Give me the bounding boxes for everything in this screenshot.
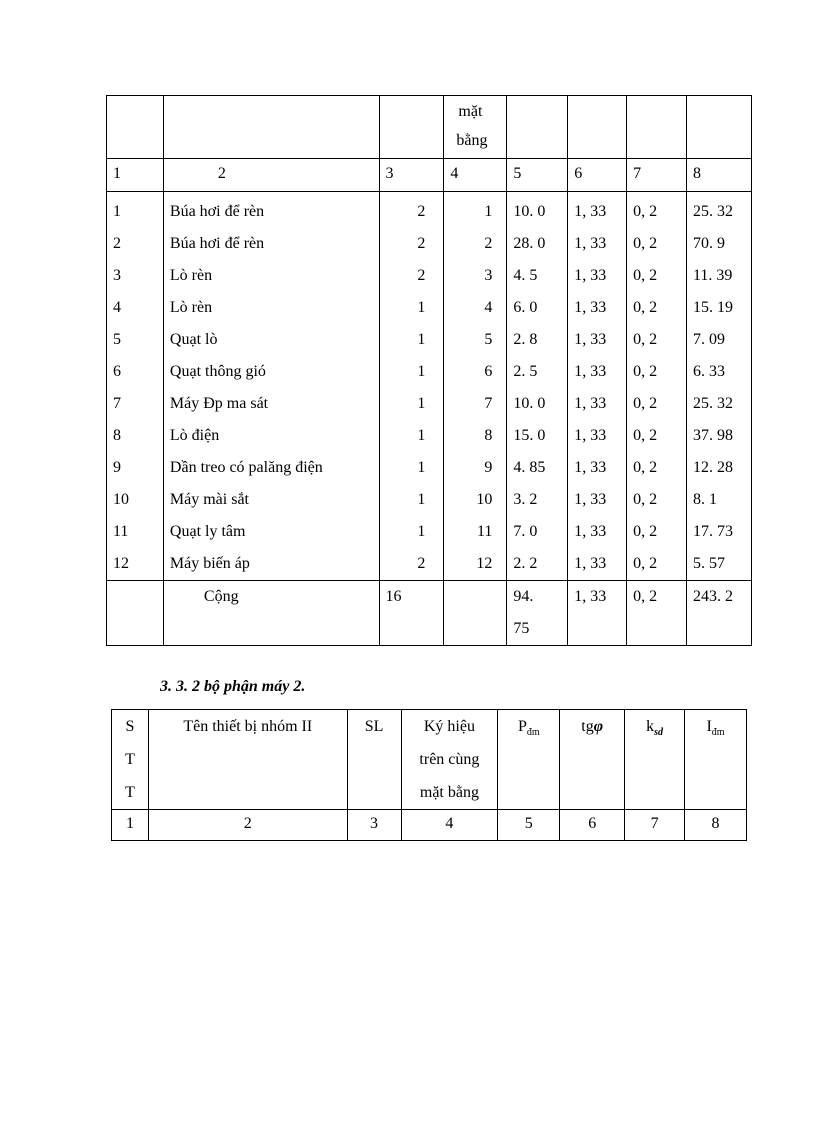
header-text: T <box>125 751 135 768</box>
symbol-column <box>444 192 507 581</box>
cell-sl: 1 <box>417 491 426 508</box>
cell-p: 6. 0 <box>513 299 538 316</box>
cell-tg: 1, 33 <box>574 459 607 476</box>
cell-kh: 4 <box>484 299 493 316</box>
cell-stt: 9 <box>113 459 121 476</box>
current-header <box>685 710 747 810</box>
column-number: 3 <box>347 810 401 841</box>
cell-i: 25. 32 <box>693 203 734 220</box>
cell-k: 0, 2 <box>633 395 658 412</box>
cell-stt: 10 <box>113 491 129 508</box>
cell-stt: 6 <box>113 363 121 380</box>
cell-name: Máy biến áp <box>169 555 250 572</box>
column-number: 7 <box>625 810 685 841</box>
sl-column <box>379 192 444 581</box>
cell-stt: 8 <box>113 427 121 444</box>
total-sl: 16 <box>385 588 402 605</box>
header-text: Ký hiệu <box>423 718 475 735</box>
header-cell <box>379 96 444 159</box>
total-sl-cell <box>379 581 444 646</box>
header-subscript: đm <box>711 727 725 739</box>
column-number: 6 <box>560 810 625 841</box>
cell-k: 0, 2 <box>633 267 658 284</box>
column-number: 7 <box>627 159 687 192</box>
cell-name: Máy Đp ma sát <box>169 395 269 412</box>
cell-i: 25. 32 <box>693 395 734 412</box>
total-cell <box>107 581 164 646</box>
device-table-group-1 <box>106 95 752 646</box>
column-number: 8 <box>687 159 752 192</box>
cell-tg: 1, 33 <box>574 523 607 540</box>
header-text: mặt bằng <box>419 784 479 801</box>
column-number: 4 <box>444 159 507 192</box>
cell-i: 17. 73 <box>693 523 734 540</box>
header-text: Tên thiết bị nhóm II <box>183 718 313 735</box>
cell-stt: 1 <box>113 203 121 220</box>
cell-name: Quạt ly tâm <box>169 523 246 540</box>
cell-kh: 1 <box>484 203 493 220</box>
device-table-group-2 <box>111 709 747 841</box>
tg-header <box>560 710 625 810</box>
cell-kh: 2 <box>484 235 493 252</box>
cell-name: Máy mài sắt <box>169 491 249 508</box>
cell-name: Lò rèn <box>169 299 213 316</box>
cell-i: 7. 09 <box>693 331 726 348</box>
cell-sl: 1 <box>417 523 426 540</box>
cell-k: 0, 2 <box>633 491 658 508</box>
column-number: 5 <box>498 810 560 841</box>
cell-i: 5. 57 <box>693 555 726 572</box>
cell-kh: 8 <box>484 427 493 444</box>
total-row <box>107 581 752 646</box>
cell-sl: 1 <box>417 427 426 444</box>
cell-stt: 12 <box>113 555 129 572</box>
header-text: P <box>517 718 527 735</box>
cell-k: 0, 2 <box>633 427 658 444</box>
sl-header <box>347 710 401 810</box>
cell-sl: 2 <box>417 267 426 284</box>
cell-p: 2. 2 <box>513 555 538 572</box>
header-cell-symbol <box>444 96 507 159</box>
section-heading: 3. 3. 2 bộ phận máy 2. <box>160 678 306 695</box>
cell-name: Dần treo có palăng điện <box>169 459 323 476</box>
total-cell <box>444 581 507 646</box>
cell-stt: 11 <box>113 523 129 540</box>
cell-p: 10. 0 <box>513 203 546 220</box>
cell-sl: 2 <box>417 235 426 252</box>
column-number-row <box>112 810 747 841</box>
cell-tg: 1, 33 <box>574 203 607 220</box>
cell-sl: 1 <box>417 299 426 316</box>
total-current: 243. 2 <box>693 588 734 605</box>
cell-i: 6. 33 <box>693 363 726 380</box>
cell-name: Lò rèn <box>169 267 213 284</box>
cell-tg: 1, 33 <box>574 331 607 348</box>
column-number: 2 <box>148 810 347 841</box>
k-column <box>627 192 687 581</box>
cell-kh: 11 <box>476 523 493 540</box>
total-power-cell <box>507 581 568 646</box>
header-subscript: đm <box>526 727 540 739</box>
cell-name: Lò điện <box>169 427 220 444</box>
cell-tg: 1, 33 <box>574 267 607 284</box>
cell-k: 0, 2 <box>633 331 658 348</box>
cell-name: Búa hơi để rèn <box>169 203 265 220</box>
cell-sl: 1 <box>417 331 426 348</box>
cell-i: 8. 1 <box>693 491 718 508</box>
cell-p: 2. 8 <box>513 331 538 348</box>
data-block <box>107 192 752 581</box>
cell-stt: 2 <box>113 235 121 252</box>
header-text: S <box>125 718 135 735</box>
header-cell <box>507 96 568 159</box>
column-number: 5 <box>507 159 568 192</box>
total-tg: 1, 33 <box>574 588 607 605</box>
total-tg-cell <box>568 581 627 646</box>
name-column <box>163 192 379 581</box>
total-k-cell <box>627 581 687 646</box>
header-text: tg <box>581 718 594 735</box>
column-number: 3 <box>379 159 444 192</box>
column-number: 2 <box>163 159 379 192</box>
cell-p: 15. 0 <box>513 427 546 444</box>
header-cell <box>107 96 164 159</box>
cell-k: 0, 2 <box>633 299 658 316</box>
cell-tg: 1, 33 <box>574 491 607 508</box>
power-header <box>498 710 560 810</box>
header-subscript: sd <box>654 727 664 739</box>
cell-k: 0, 2 <box>633 523 658 540</box>
header-text: T <box>125 784 135 801</box>
cell-kh: 10 <box>476 491 493 508</box>
cell-name: Quạt lò <box>169 331 218 348</box>
cell-i: 37. 98 <box>693 427 734 444</box>
header-row <box>112 710 747 810</box>
cell-kh: 7 <box>484 395 493 412</box>
cell-stt: 3 <box>113 267 121 284</box>
cell-p: 3. 2 <box>513 491 538 508</box>
cell-k: 0, 2 <box>633 363 658 380</box>
cell-sl: 1 <box>417 459 426 476</box>
header-text: mặt <box>458 103 483 120</box>
cell-p: 4. 85 <box>513 459 546 476</box>
cell-i: 15. 19 <box>693 299 734 316</box>
cell-tg: 1, 33 <box>574 427 607 444</box>
header-text: k <box>646 718 655 735</box>
cell-stt: 7 <box>113 395 121 412</box>
name-header <box>148 710 347 810</box>
cell-kh: 3 <box>484 267 493 284</box>
cell-name: Quạt thông gió <box>169 363 266 380</box>
stt-header <box>112 710 149 810</box>
k-header <box>625 710 685 810</box>
total-label: Cộng <box>203 588 239 605</box>
total-power: 94. <box>513 588 534 605</box>
cell-tg: 1, 33 <box>574 395 607 412</box>
cell-p: 10. 0 <box>513 395 546 412</box>
total-label-cell <box>163 581 379 646</box>
column-number: 1 <box>112 810 149 841</box>
column-number-row <box>107 159 752 192</box>
cell-k: 0, 2 <box>633 459 658 476</box>
tg-column <box>568 192 627 581</box>
cell-stt: 5 <box>113 331 121 348</box>
cell-p: 4. 5 <box>513 267 538 284</box>
cell-sl: 1 <box>417 395 426 412</box>
cell-tg: 1, 33 <box>574 299 607 316</box>
total-current-cell <box>687 581 752 646</box>
cell-name: Búa hơi để rèn <box>169 235 265 252</box>
header-text: trên cùng <box>419 751 480 768</box>
cell-i: 11. 39 <box>693 267 733 284</box>
power-column <box>507 192 568 581</box>
header-cell <box>163 96 379 159</box>
header-cell <box>687 96 752 159</box>
header-text: I <box>706 718 712 735</box>
cell-sl: 2 <box>417 555 426 572</box>
stt-column <box>107 192 164 581</box>
symbol-header <box>401 710 498 810</box>
total-k: 0, 2 <box>633 588 658 605</box>
cell-kh: 12 <box>476 555 493 572</box>
column-number: 8 <box>685 810 747 841</box>
header-cell <box>568 96 627 159</box>
cell-sl: 1 <box>417 363 426 380</box>
cell-tg: 1, 33 <box>574 555 607 572</box>
cell-tg: 1, 33 <box>574 363 607 380</box>
current-column <box>687 192 752 581</box>
cell-p: 7. 0 <box>513 523 538 540</box>
cell-i: 12. 28 <box>693 459 734 476</box>
header-row <box>107 96 752 159</box>
header-cell <box>627 96 687 159</box>
cell-i: 70. 9 <box>693 235 726 252</box>
cell-k: 0, 2 <box>633 555 658 572</box>
cell-tg: 1, 33 <box>574 235 607 252</box>
cell-sl: 2 <box>417 203 426 220</box>
cell-kh: 9 <box>484 459 493 476</box>
cell-kh: 5 <box>484 331 493 348</box>
cell-stt: 4 <box>113 299 121 316</box>
cell-k: 0, 2 <box>633 203 658 220</box>
column-number: 6 <box>568 159 627 192</box>
column-number: 1 <box>107 159 164 192</box>
header-text: bằng <box>456 132 488 149</box>
cell-kh: 6 <box>484 363 493 380</box>
total-power: 75 <box>513 620 530 637</box>
cell-p: 28. 0 <box>513 235 546 252</box>
phi-symbol: φ <box>593 718 604 735</box>
cell-p: 2. 5 <box>513 363 538 380</box>
cell-k: 0, 2 <box>633 235 658 252</box>
column-number: 4 <box>401 810 498 841</box>
header-text: SL <box>364 718 384 735</box>
